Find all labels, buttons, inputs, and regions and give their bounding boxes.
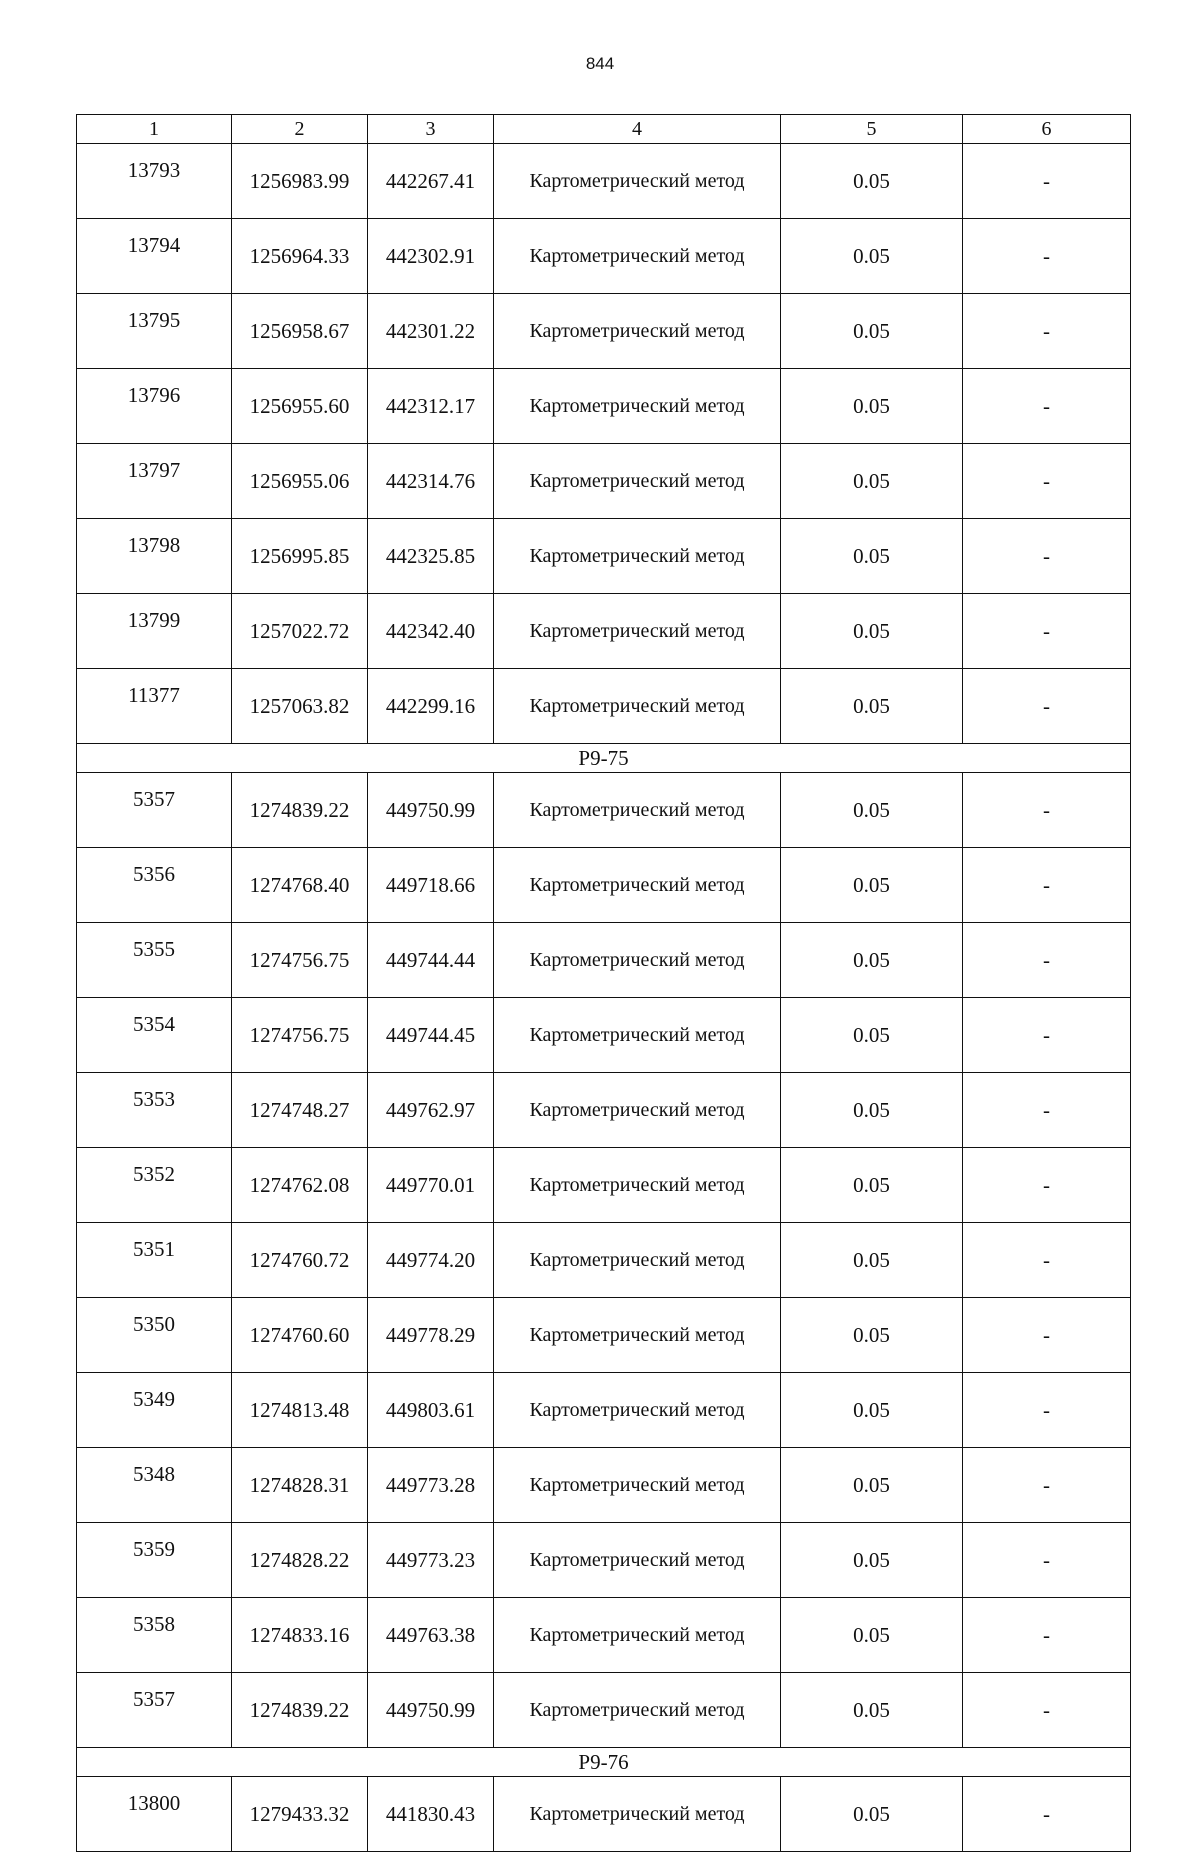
table-row	[77, 848, 1131, 923]
accuracy-cell: 0.05	[781, 669, 963, 744]
note-cell: -	[963, 1373, 1131, 1448]
x-coordinate-cell: 1274756.75	[232, 998, 368, 1073]
accuracy-cell: 0.05	[781, 444, 963, 519]
table-row	[77, 1373, 1131, 1448]
table-row	[77, 998, 1131, 1073]
column-header-6: 6	[963, 115, 1131, 144]
accuracy-cell: 0.05	[781, 294, 963, 369]
accuracy-cell: 0.05	[781, 1777, 963, 1852]
accuracy-cell: 0.05	[781, 519, 963, 594]
table-row	[77, 444, 1131, 519]
point-number-cell: 5348	[77, 1448, 232, 1523]
note-cell: -	[963, 923, 1131, 998]
point-number-cell: 13798	[77, 519, 232, 594]
x-coordinate-cell: 1256955.60	[232, 369, 368, 444]
table-header-row	[77, 115, 1131, 144]
note-cell: -	[963, 1673, 1131, 1748]
note-cell: -	[963, 1073, 1131, 1148]
method-cell: Картометрический метод	[494, 1598, 781, 1673]
note-cell: -	[963, 1148, 1131, 1223]
accuracy-cell: 0.05	[781, 1673, 963, 1748]
table-row	[77, 144, 1131, 219]
point-number-cell: 5356	[77, 848, 232, 923]
x-coordinate-cell: 1279433.32	[232, 1777, 368, 1852]
table-row	[77, 773, 1131, 848]
accuracy-cell: 0.05	[781, 998, 963, 1073]
x-coordinate-cell: 1257022.72	[232, 594, 368, 669]
section-label: Р9-75	[77, 744, 1131, 773]
point-number-cell: 13799	[77, 594, 232, 669]
method-cell: Картометрический метод	[494, 923, 781, 998]
table-row	[77, 369, 1131, 444]
x-coordinate-cell: 1256958.67	[232, 294, 368, 369]
accuracy-cell: 0.05	[781, 1148, 963, 1223]
y-coordinate-cell: 442302.91	[368, 219, 494, 294]
y-coordinate-cell: 449803.61	[368, 1373, 494, 1448]
table-row	[77, 923, 1131, 998]
column-header-1: 1	[77, 115, 232, 144]
column-header-4: 4	[494, 115, 781, 144]
x-coordinate-cell: 1274760.72	[232, 1223, 368, 1298]
x-coordinate-cell: 1274828.31	[232, 1448, 368, 1523]
y-coordinate-cell: 442267.41	[368, 144, 494, 219]
x-coordinate-cell: 1274839.22	[232, 773, 368, 848]
note-cell: -	[963, 444, 1131, 519]
accuracy-cell: 0.05	[781, 848, 963, 923]
note-cell: -	[963, 998, 1131, 1073]
note-cell: -	[963, 369, 1131, 444]
table-row	[77, 594, 1131, 669]
note-cell: -	[963, 594, 1131, 669]
method-cell: Картометрический метод	[494, 1448, 781, 1523]
section-row	[77, 1748, 1131, 1777]
y-coordinate-cell: 449763.38	[368, 1598, 494, 1673]
y-coordinate-cell: 449750.99	[368, 1673, 494, 1748]
method-cell: Картометрический метод	[494, 1373, 781, 1448]
x-coordinate-cell: 1256964.33	[232, 219, 368, 294]
y-coordinate-cell: 449750.99	[368, 773, 494, 848]
method-cell: Картометрический метод	[494, 669, 781, 744]
point-number-cell: 5355	[77, 923, 232, 998]
x-coordinate-cell: 1256955.06	[232, 444, 368, 519]
table-row	[77, 1673, 1131, 1748]
note-cell: -	[963, 1777, 1131, 1852]
point-number-cell: 5357	[77, 773, 232, 848]
accuracy-cell: 0.05	[781, 369, 963, 444]
y-coordinate-cell: 449744.45	[368, 998, 494, 1073]
x-coordinate-cell: 1256983.99	[232, 144, 368, 219]
column-header-2: 2	[232, 115, 368, 144]
method-cell: Картометрический метод	[494, 1673, 781, 1748]
page-number: 844	[585, 54, 615, 73]
note-cell: -	[963, 848, 1131, 923]
x-coordinate-cell: 1257063.82	[232, 669, 368, 744]
table-row	[77, 1598, 1131, 1673]
accuracy-cell: 0.05	[781, 1523, 963, 1598]
point-number-cell: 13794	[77, 219, 232, 294]
table-body	[77, 115, 1131, 1852]
table-row	[77, 219, 1131, 294]
method-cell: Картометрический метод	[494, 144, 781, 219]
column-header-5: 5	[781, 115, 963, 144]
note-cell: -	[963, 1223, 1131, 1298]
y-coordinate-cell: 441830.43	[368, 1777, 494, 1852]
x-coordinate-cell: 1274760.60	[232, 1298, 368, 1373]
point-number-cell: 5357	[77, 1673, 232, 1748]
x-coordinate-cell: 1274839.22	[232, 1673, 368, 1748]
note-cell: -	[963, 519, 1131, 594]
table-row	[77, 1448, 1131, 1523]
x-coordinate-cell: 1274833.16	[232, 1598, 368, 1673]
x-coordinate-cell: 1274768.40	[232, 848, 368, 923]
x-coordinate-cell: 1274813.48	[232, 1373, 368, 1448]
y-coordinate-cell: 449718.66	[368, 848, 494, 923]
y-coordinate-cell: 449773.28	[368, 1448, 494, 1523]
y-coordinate-cell: 442342.40	[368, 594, 494, 669]
point-number-cell: 5349	[77, 1373, 232, 1448]
point-number-cell: 11377	[77, 669, 232, 744]
method-cell: Картометрический метод	[494, 998, 781, 1073]
method-cell: Картометрический метод	[494, 444, 781, 519]
method-cell: Картометрический метод	[494, 594, 781, 669]
point-number-cell: 13797	[77, 444, 232, 519]
note-cell: -	[963, 1448, 1131, 1523]
note-cell: -	[963, 669, 1131, 744]
section-label: Р9-76	[77, 1748, 1131, 1777]
y-coordinate-cell: 449774.20	[368, 1223, 494, 1298]
y-coordinate-cell: 449762.97	[368, 1073, 494, 1148]
column-header-3: 3	[368, 115, 494, 144]
x-coordinate-cell: 1274748.27	[232, 1073, 368, 1148]
method-cell: Картометрический метод	[494, 773, 781, 848]
section-row	[77, 744, 1131, 773]
accuracy-cell: 0.05	[781, 1448, 963, 1523]
y-coordinate-cell: 449744.44	[368, 923, 494, 998]
y-coordinate-cell: 442301.22	[368, 294, 494, 369]
method-cell: Картометрический метод	[494, 1777, 781, 1852]
point-number-cell: 13793	[77, 144, 232, 219]
table-row	[77, 294, 1131, 369]
note-cell: -	[963, 1298, 1131, 1373]
y-coordinate-cell: 449778.29	[368, 1298, 494, 1373]
x-coordinate-cell: 1274756.75	[232, 923, 368, 998]
x-coordinate-cell: 1274828.22	[232, 1523, 368, 1598]
accuracy-cell: 0.05	[781, 1373, 963, 1448]
accuracy-cell: 0.05	[781, 1598, 963, 1673]
point-number-cell: 13796	[77, 369, 232, 444]
table-row	[77, 1777, 1131, 1852]
table-row	[77, 1148, 1131, 1223]
x-coordinate-cell: 1256995.85	[232, 519, 368, 594]
table-row	[77, 1298, 1131, 1373]
y-coordinate-cell: 442325.85	[368, 519, 494, 594]
x-coordinate-cell: 1274762.08	[232, 1148, 368, 1223]
method-cell: Картометрический метод	[494, 294, 781, 369]
table-row	[77, 669, 1131, 744]
method-cell: Картометрический метод	[494, 369, 781, 444]
point-number-cell: 5352	[77, 1148, 232, 1223]
note-cell: -	[963, 219, 1131, 294]
method-cell: Картометрический метод	[494, 1148, 781, 1223]
y-coordinate-cell: 449773.23	[368, 1523, 494, 1598]
note-cell: -	[963, 773, 1131, 848]
method-cell: Картометрический метод	[494, 1298, 781, 1373]
point-number-cell: 5350	[77, 1298, 232, 1373]
accuracy-cell: 0.05	[781, 1073, 963, 1148]
point-number-cell: 5359	[77, 1523, 232, 1598]
y-coordinate-cell: 442314.76	[368, 444, 494, 519]
method-cell: Картометрический метод	[494, 219, 781, 294]
note-cell: -	[963, 144, 1131, 219]
method-cell: Картометрический метод	[494, 1073, 781, 1148]
accuracy-cell: 0.05	[781, 594, 963, 669]
point-number-cell: 5358	[77, 1598, 232, 1673]
accuracy-cell: 0.05	[781, 219, 963, 294]
method-cell: Картометрический метод	[494, 848, 781, 923]
note-cell: -	[963, 1523, 1131, 1598]
note-cell: -	[963, 294, 1131, 369]
accuracy-cell: 0.05	[781, 1298, 963, 1373]
point-number-cell: 5354	[77, 998, 232, 1073]
y-coordinate-cell: 449770.01	[368, 1148, 494, 1223]
point-number-cell: 13800	[77, 1777, 232, 1852]
table-row	[77, 519, 1131, 594]
point-number-cell: 13795	[77, 294, 232, 369]
y-coordinate-cell: 442299.16	[368, 669, 494, 744]
table-row	[77, 1523, 1131, 1598]
table-row	[77, 1073, 1131, 1148]
accuracy-cell: 0.05	[781, 773, 963, 848]
note-cell: -	[963, 1598, 1131, 1673]
point-number-cell: 5353	[77, 1073, 232, 1148]
coordinates-table	[76, 114, 1131, 1852]
table-row	[77, 1223, 1131, 1298]
y-coordinate-cell: 442312.17	[368, 369, 494, 444]
method-cell: Картометрический метод	[494, 519, 781, 594]
accuracy-cell: 0.05	[781, 1223, 963, 1298]
accuracy-cell: 0.05	[781, 923, 963, 998]
point-number-cell: 5351	[77, 1223, 232, 1298]
method-cell: Картометрический метод	[494, 1223, 781, 1298]
accuracy-cell: 0.05	[781, 144, 963, 219]
method-cell: Картометрический метод	[494, 1523, 781, 1598]
